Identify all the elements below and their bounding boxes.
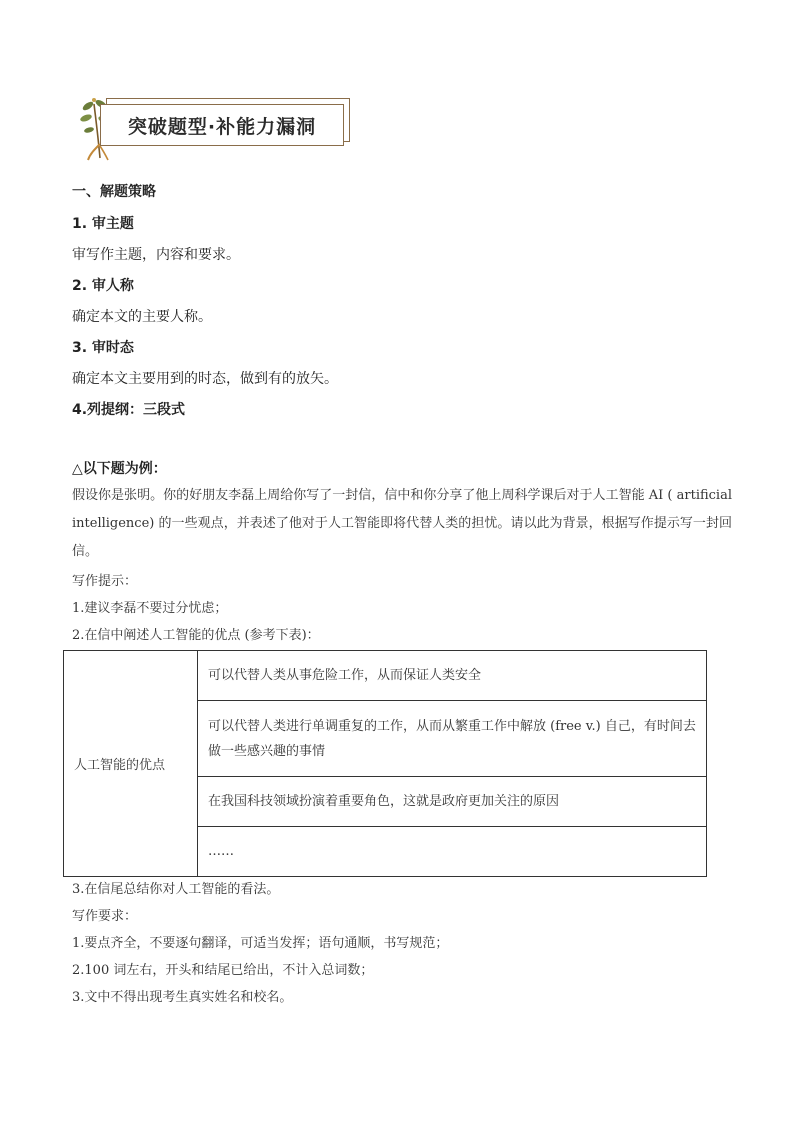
hint-3: 3.在信尾总结你对人工智能的看法。 [72, 882, 280, 897]
section-banner [74, 96, 364, 162]
table-cell: …… [198, 827, 707, 877]
hint-1: 1.建议李磊不要过分忧虑； [72, 601, 228, 616]
strategy-heading: 一、解题策略 [72, 184, 156, 200]
step1-text: 审写作主题，内容和要求。 [72, 247, 240, 263]
requirement-1: 1.要点齐全，不要逐句翻译，可适当发挥；语句通顺，书写规范； [72, 936, 449, 951]
step2-heading: 2. 审人称 [72, 278, 134, 294]
banner-frame [100, 104, 344, 146]
requirement-2: 2.100 词左右，开头和结尾已给出，不计入总词数； [72, 963, 374, 978]
table-cell: 可以代替人类从事危险工作，从而保证人类安全 [198, 651, 707, 701]
step3-heading: 3. 审时态 [72, 340, 134, 356]
table-cell: 可以代替人类进行单调重复的工作，从而从繁重工作中解放 (free v.) 自己，有时间去做一些感兴趣的事情 [198, 701, 707, 777]
requirement-3: 3.文中不得出现考生真实姓名和校名。 [72, 990, 293, 1005]
hint-2: 2.在信中阐述人工智能的优点 (参考下表)： [72, 628, 320, 643]
hints-label: 写作提示： [72, 574, 138, 589]
banner-title: 突破题型·补能力漏洞 [127, 115, 317, 138]
table-cell: 在我国科技领域扮演着重要角色，这就是政府更加关注的原因 [198, 777, 707, 827]
step3-text: 确定本文主要用到的时态，做到有的放矢。 [72, 371, 338, 387]
step4-heading: 4.列提纲：三段式 [72, 402, 186, 418]
advantages-table [63, 650, 707, 877]
step2-text: 确定本文的主要人称。 [72, 309, 212, 325]
table-row-header: 人工智能的优点 [64, 651, 198, 877]
example-heading: △以下题为例： [72, 461, 167, 477]
step1-heading: 1. 审主题 [72, 216, 134, 232]
example-prompt: 假设你是张明。你的好朋友李磊上周给你写了一封信，信中和你分享了他上周科学课后对于人工智能 AI ( artificial intelligence) 的一些观点，并表述了他对于人工智能即将代替人类的担忧。请以此为背景，根据写作提示写一封回信。 [72, 488, 732, 559]
requirements-label: 写作要求： [72, 909, 138, 924]
